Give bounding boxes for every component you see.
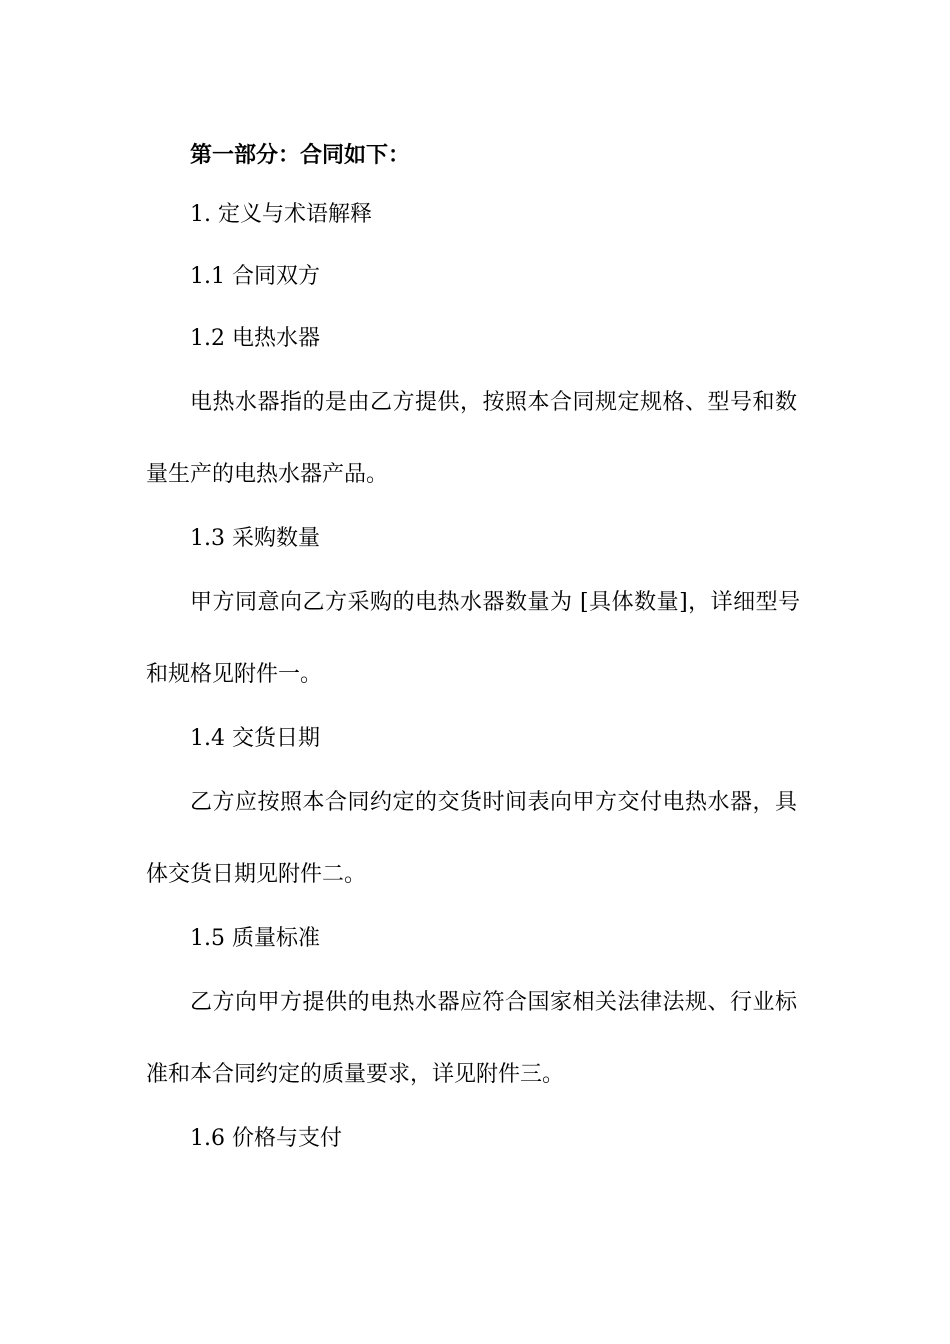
section-title-1-1: 1.1 合同双方 (190, 264, 320, 289)
paragraph-1-3-line-2: 和规格见附件一。 (146, 662, 323, 687)
paragraph-1-4-line-2: 体交货日期见附件二。 (146, 862, 367, 887)
section-heading: 第一部分：合同如下： (190, 142, 411, 168)
section-title-1-6: 1.6 价格与支付 (190, 1126, 342, 1151)
section-title-1-5: 1.5 质量标准 (190, 926, 320, 951)
section-title-1-2: 1.2 电热水器 (190, 326, 320, 351)
paragraph-1-2-line-1: 电热水器指的是由乙方提供，按照本合同规定规格、型号和数 (190, 390, 798, 415)
paragraph-1-3-line-1: 甲方同意向乙方采购的电热水器数量为 [具体数量]，详细型号 (190, 590, 801, 615)
paragraph-1-2-line-2: 量生产的电热水器产品。 (146, 462, 389, 487)
paragraph-1-5-line-2: 准和本合同约定的质量要求，详见附件三。 (146, 1062, 565, 1087)
paragraph-1-5-line-1: 乙方向甲方提供的电热水器应符合国家相关法律法规、行业标 (190, 990, 798, 1015)
section-title-1-3: 1.3 采购数量 (190, 526, 320, 551)
section-title-1-4: 1.4 交货日期 (190, 726, 320, 751)
section-title-1: 1. 定义与术语解释 (190, 202, 372, 227)
paragraph-1-4-line-1: 乙方应按照本合同约定的交货时间表向甲方交付电热水器，具 (190, 790, 798, 815)
